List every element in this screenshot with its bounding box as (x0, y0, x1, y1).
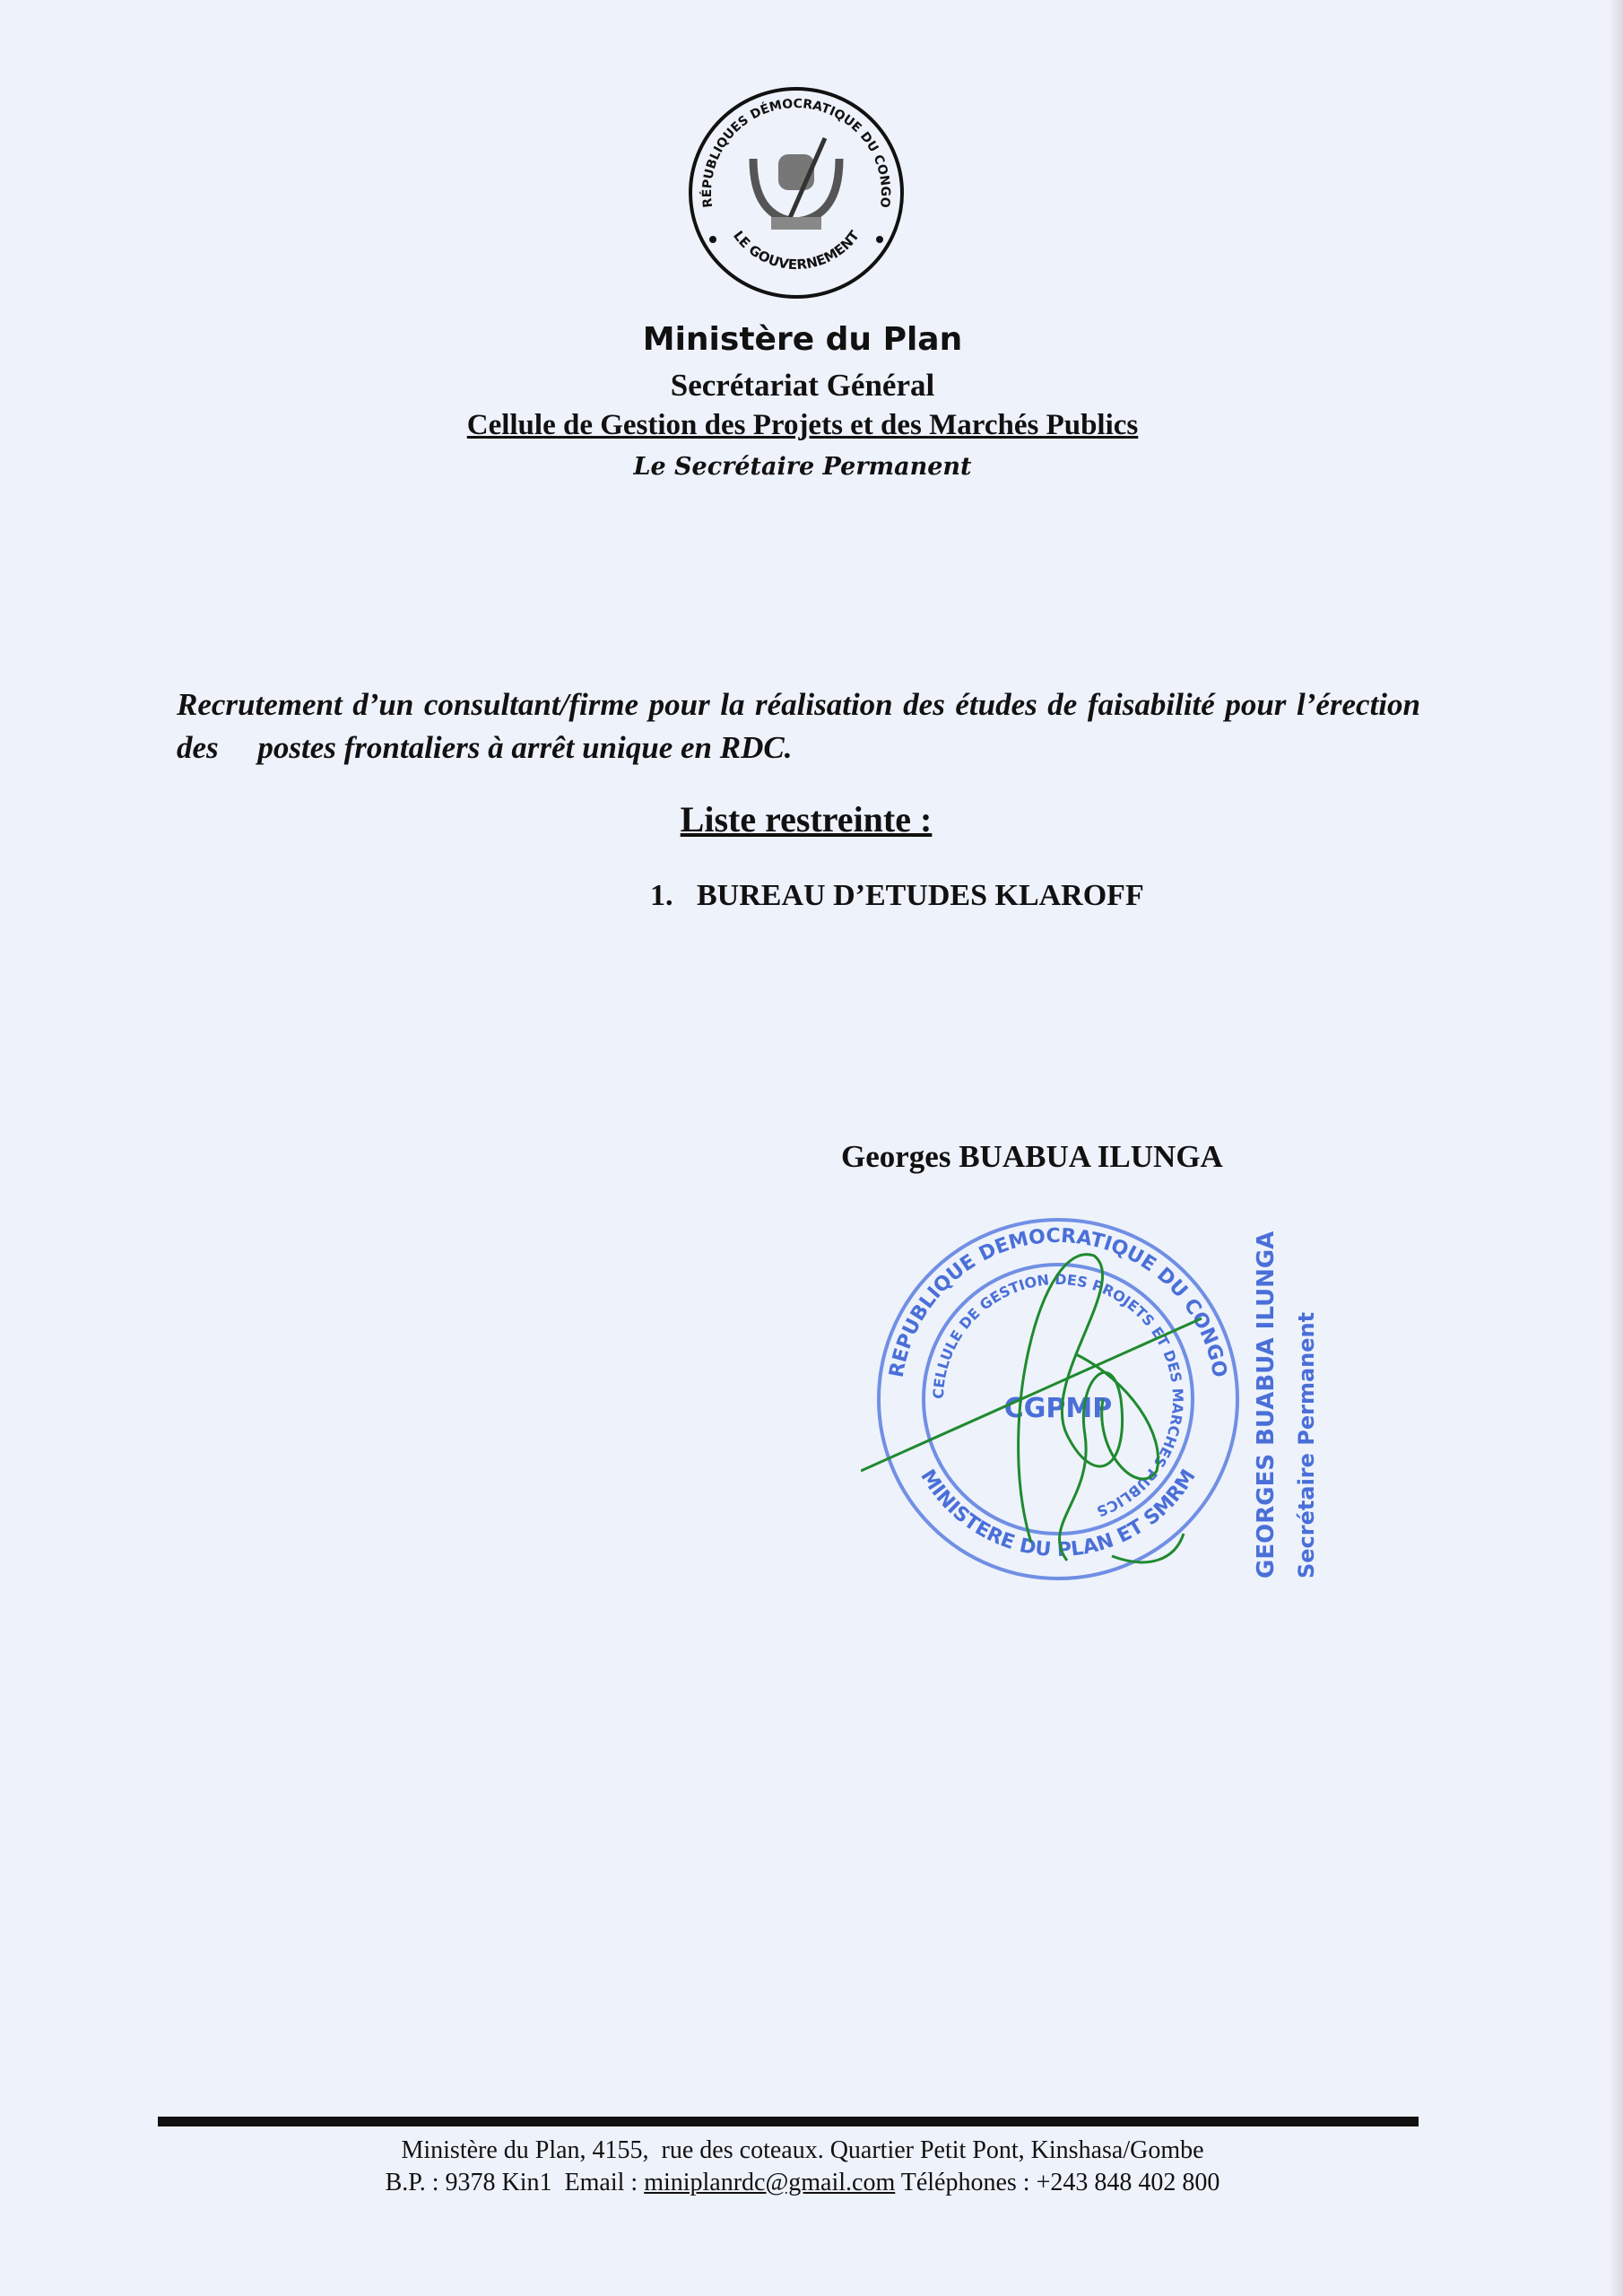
list-item (650, 879, 1144, 913)
list-item-number: 1. (650, 879, 673, 912)
emblem-text-top: RÉPUBLIQUES DÉMOCRATIQUE DU CONGO (699, 96, 893, 209)
footer-email-link[interactable]: miniplanrdc@gmail.com (644, 2169, 896, 2196)
stamp-bottom-text: MINISTERE DU PLAN ET SMRM (916, 1465, 1201, 1562)
list-item-name: BUREAU D’ETUDES KLAROFF (697, 879, 1144, 912)
side-stamp-title: Secrétaire Permanent (1294, 1311, 1319, 1578)
footer-phone: Téléphones : +243 848 402 800 (895, 2169, 1220, 2196)
footer-divider (158, 2117, 1419, 2126)
stamp-center-text: CGPMP (1003, 1393, 1113, 1424)
cell-name: Cellule de Gestion des Projets et des Marchés Publics (466, 409, 1139, 441)
ministry-name: Ministère du Plan (642, 321, 963, 358)
stamp-ring-text: REPUBLIQUE DEMOCRATIQUE DU CONGO (885, 1224, 1231, 1379)
footer-address: Ministère du Plan, 4155, rue des coteaux. Quartier Petit Pont, Kinshasa/Gombe (401, 2136, 1204, 2164)
signatory-name: Georges BUABUA ILUNGA (841, 1139, 1223, 1174)
official-stamp-and-signature (861, 1202, 1345, 1596)
signatory-title: Le Secrétaire Permanent (633, 453, 972, 481)
footer-bp: B.P. : 9378 Kin1 Email : (385, 2169, 645, 2196)
stamp-inner-text: CELLULE DE GESTION DES PROJETS ET DES MARCHES PUBLICS (929, 1270, 1187, 1521)
emblem-text-bottom: LE GOUVERNEMENT (730, 227, 863, 274)
secretariat-name: Secrétariat Général (670, 368, 935, 403)
footer-contact (0, 2169, 1614, 2197)
side-stamp-name: GEORGES BUABUA ILUNGA (1253, 1231, 1280, 1578)
list-title: Liste restreinte : (680, 799, 933, 839)
subject-paragraph: Recrutement d’un consultant/firme pour la réalisation des études de faisabilité pour l’érection des postes frontaliers à arrêt unique en RDC. (177, 687, 1428, 765)
government-emblem-logo (686, 83, 907, 303)
